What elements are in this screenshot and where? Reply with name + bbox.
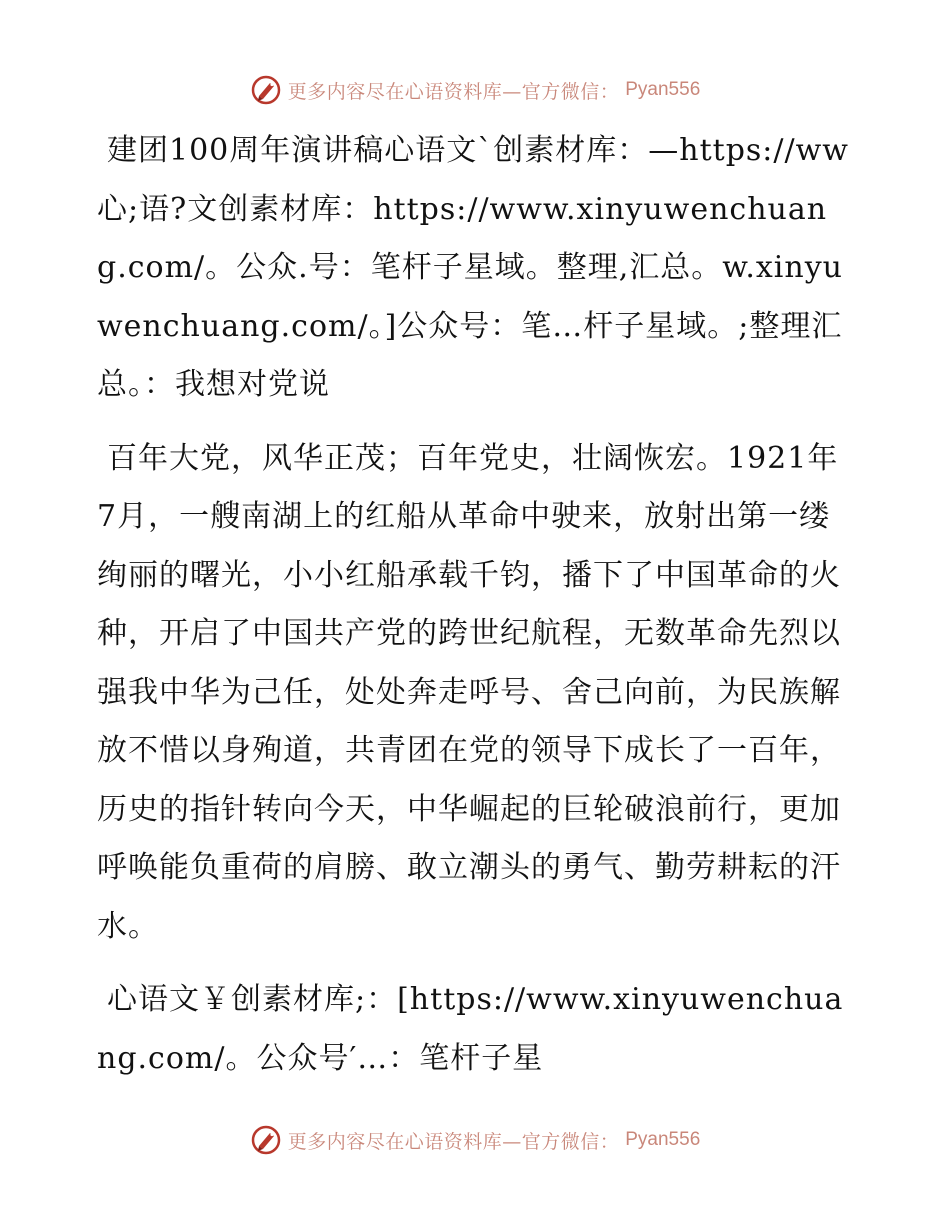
banner-contact: Pyan556 <box>625 79 701 100</box>
banner-contact: Pyan556 <box>625 1129 701 1150</box>
paragraph-1: 建团100周年演讲稿心语文`创素材库：—https://ww心;语?文创素材库：https://www.xinyuwenchuang.com/。公众.号：笔杆子星域。整理,汇总。w.xinyuwenchuang.com/。]公众号：笔…杆子星域。;整理汇总。：我想对党说 <box>97 133 849 402</box>
header-banner <box>0 70 950 110</box>
banner-text: 更多内容尽在心语资料库—官方微信： <box>287 80 620 103</box>
paragraph-2: 百年大党，风华正茂；百年党史，壮阔恢宏。1921年7月，一艘南湖上的红船从革命中驶来，放射出第一缕绚丽的曙光，小小红船承载千钧，播下了中国革命的火种，开启了中国共产党的跨世纪航程，无数革命先烈以强我中华为己任，处处奔走呼号、舍己向前，为民族解放不惜以身殉道，共青团在党的领导下成长了一百年，历史的指针转向今天，中华崛起的巨轮破浪前行，更加呼唤能负重荷的肩膀、敢立潮头的勇气、勤劳耕耘的汗水。 <box>97 440 841 944</box>
paragraph-3: 心语文￥创素材库;：[https://www.xinyuwenchuang.com/。公众号′…：笔杆子星 <box>97 982 844 1076</box>
document-body <box>97 122 857 1088</box>
pen-logo-icon <box>250 1124 282 1156</box>
footer-banner <box>0 1120 950 1160</box>
pen-logo-icon <box>250 74 282 106</box>
banner-text: 更多内容尽在心语资料库—官方微信： <box>287 1130 620 1153</box>
